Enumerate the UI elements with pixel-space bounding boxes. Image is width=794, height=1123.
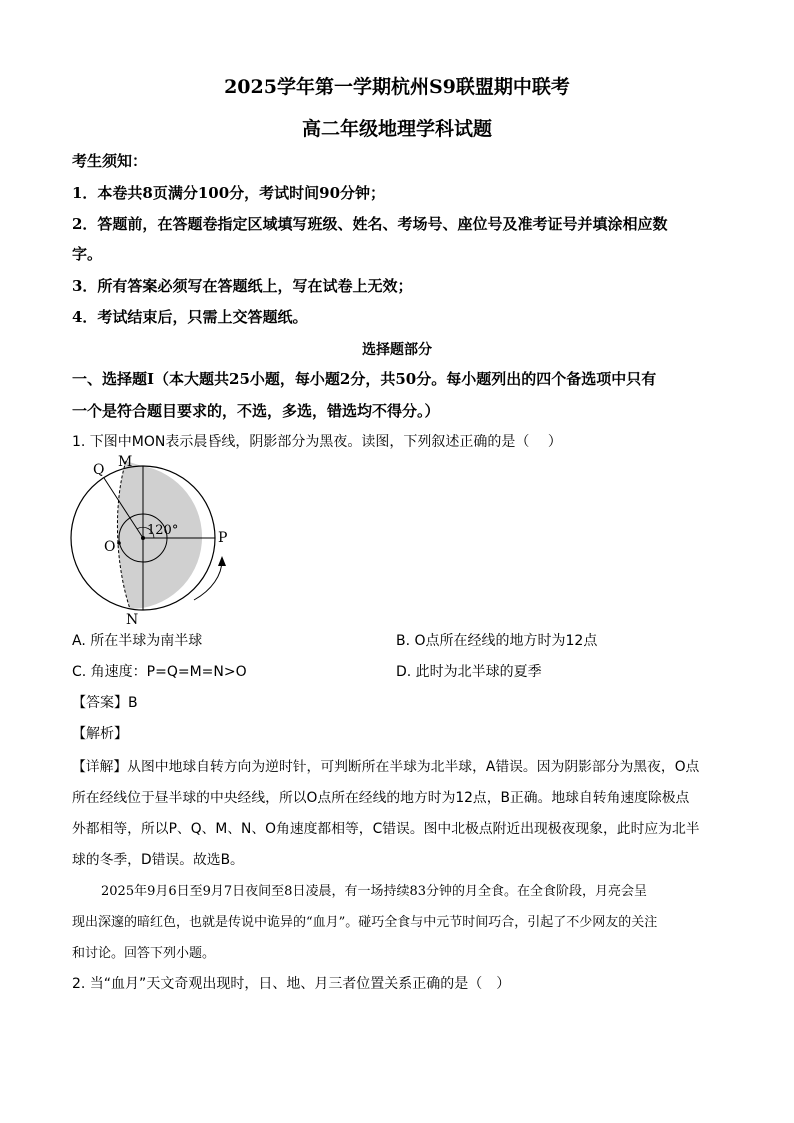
earth-diagram (62, 450, 242, 630)
option-a: A. 所在半球为南半球 (72, 633, 203, 649)
passage-line: 和讨论。回答下列小题。 (72, 946, 216, 961)
notice-heading: 考生须知： (72, 152, 148, 170)
notice-item: 2．答题前，在答题卷指定区域填写班级、姓名、考场号、座位号及准考证号并填涂相应数 (72, 215, 668, 233)
question-2-stem: 2. 当“血月”天文奇观出现时，日、地、月三者位置关系正确的是（ ） (72, 976, 511, 992)
section-instruction: 一个是符合题目要求的，不选，多选，错选均不得分。） (72, 402, 440, 420)
passage-line: 现出深邃的暗红色，也就是传说中诡异的“血月”。碰巧全食与中元节时间巧合，引起了不少网友的关注 (72, 915, 658, 930)
rotation-arrowhead (218, 556, 226, 566)
label-p: P (218, 530, 228, 546)
passage-line: 2025年9月6日至9月7日夜间至8日凌晨，有一场持续83分钟的月全食。在全食阶段，月亮会呈 (101, 884, 647, 899)
rotation-arrow (194, 560, 222, 600)
question-1-stem: 1. 下图中MON表示晨昏线，阴影部分为黑夜。读图，下列叙述正确的是（ ） (72, 434, 562, 450)
section-instruction: 一、选择题Ⅰ（本大题共25小题，每小题2分，共50分。每小题列出的四个备选项中只有 (72, 370, 657, 388)
answer: 【答案】B (72, 695, 138, 711)
label-m: M (118, 454, 133, 470)
notice-item: 1．本卷共8页满分100分，考试时间90分钟； (72, 184, 386, 202)
notice-item: 4．考试结束后，只需上交答题纸。 (72, 308, 308, 326)
option-d: D. 此时为北半球的夏季 (396, 664, 542, 680)
label-angle: 120° (147, 523, 179, 538)
option-c: C. 角速度：P=Q=M=N>O (72, 664, 247, 680)
label-q: Q (93, 462, 105, 478)
page-subtitle: 高二年级地理学科试题 (301, 118, 492, 140)
notice-item: 字。 (72, 245, 103, 263)
option-b: B. O点所在经线的地方时为12点 (396, 633, 598, 649)
detail-line: 外都相等，所以P、Q、M、N、O角速度都相等，C错误。图中北极点附近出现极夜现象，此时应为北半 (72, 821, 700, 837)
analysis-label: 【解析】 (72, 726, 128, 742)
north-pole-dot (141, 536, 145, 540)
notice-item: 3．所有答案必须写在答题纸上，写在试卷上无效； (72, 277, 413, 295)
section-title: 选择题部分 (362, 342, 432, 358)
label-n: N (126, 612, 139, 628)
detail-line: 球的冬季，D错误。故选B。 (72, 852, 244, 868)
page-title: 2025学年第一学期杭州S9联盟期中联考 (224, 76, 570, 98)
label-o: O (104, 539, 116, 555)
detail-line: 所在经线位于昼半球的中央经线，所以O点所在经线的地方时为12点，B正确。地球自转角速度除极点 (72, 790, 690, 806)
point-o-dot (117, 541, 121, 545)
detail-line: 【详解】从图中地球自转方向为逆时针，可判断所在半球为北半球，A错误。因为阴影部分为黑夜，O点 (72, 759, 700, 775)
